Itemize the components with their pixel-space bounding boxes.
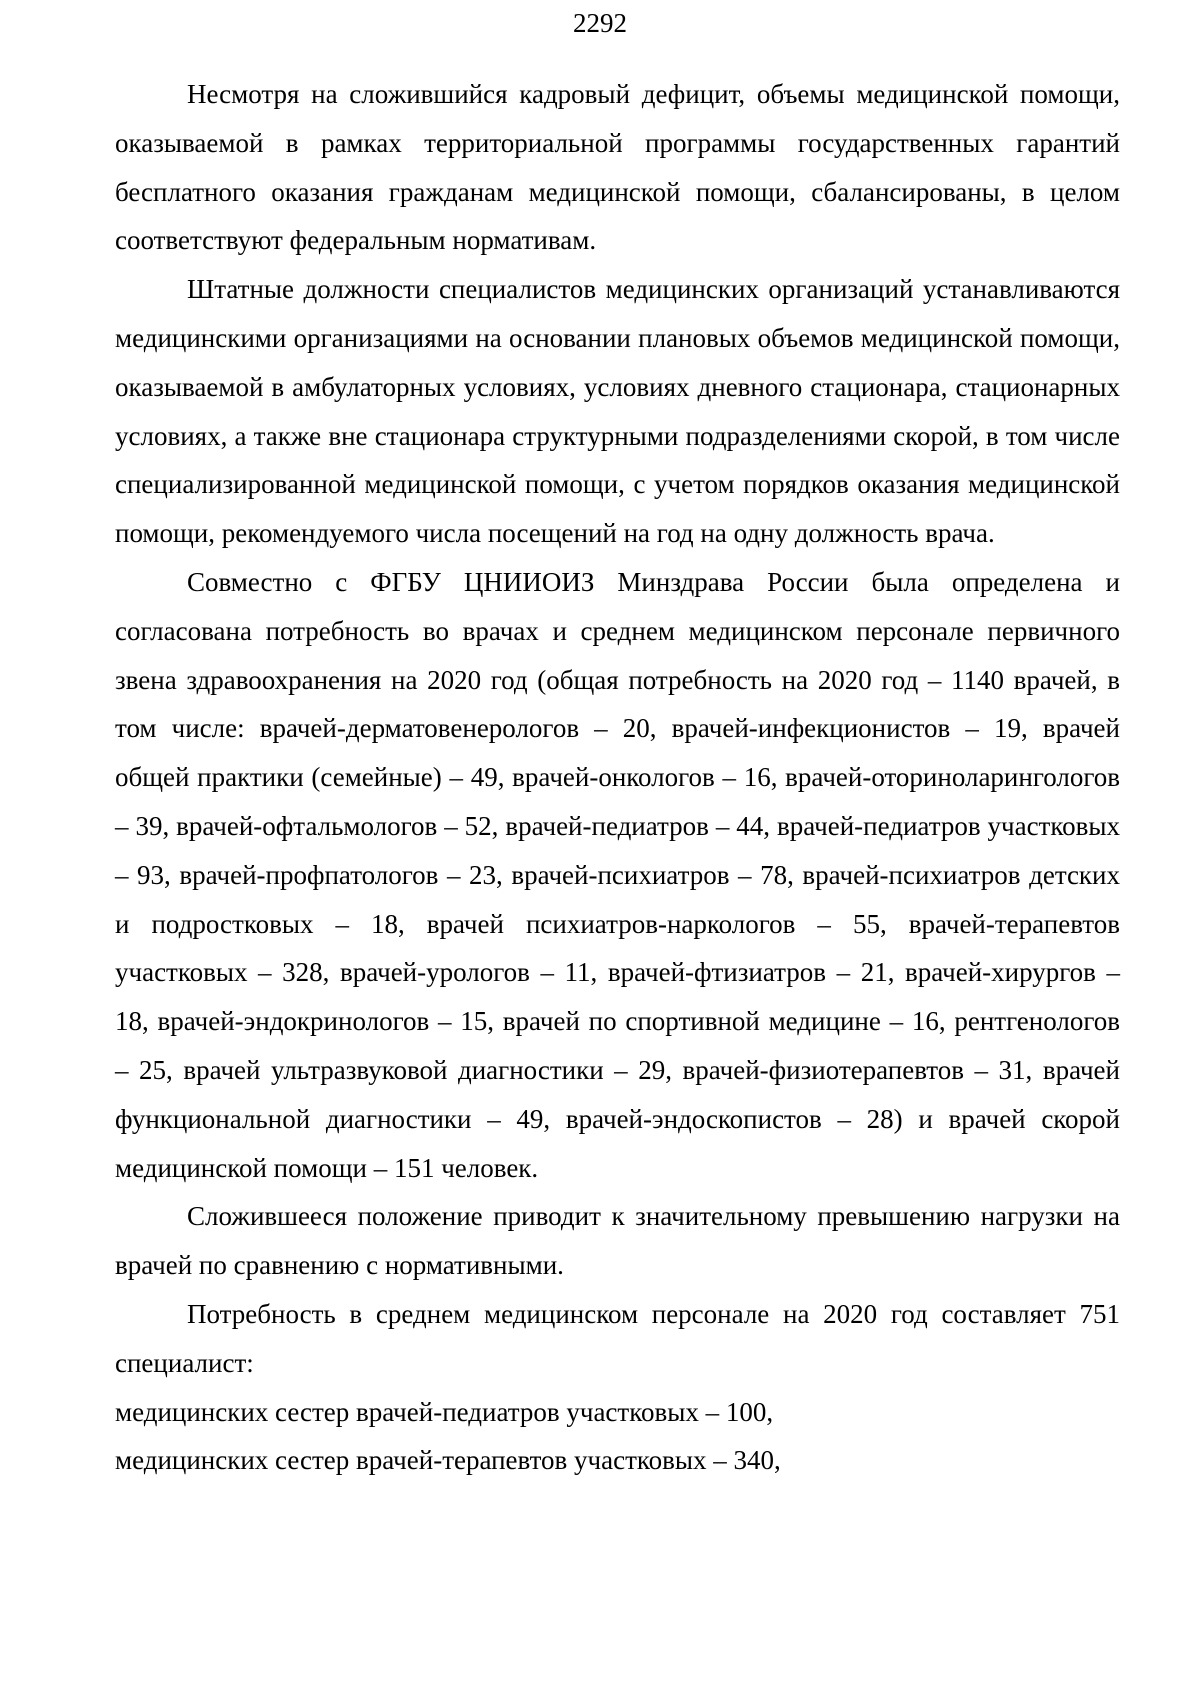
paragraph-nursing-demand: Потребность в среднем медицинском персонале на 2020 год составляет 751 специалист:: [115, 1298, 1120, 1378]
list-item-pediatric-nurses: медицинских сестер врачей-педиатров участковых – 100,: [115, 1396, 774, 1427]
document-body: [115, 70, 1120, 1485]
paragraph-staff-positions: Штатные должности специалистов медицинских организаций устанавливаются медицинскими организациями на основании плановых объемов медицинской помощи, оказываемой в амбулаторных условиях, условиях дневного стационара, стационарных условиях, а также вне стационара структурными подразделениями скорой, в том числе специализированной медицинской помощи, с учетом порядков оказания медицинской помощи, рекомендуемого числа посещений на год на одну должность врача.: [115, 274, 1120, 549]
page-number: 2292: [573, 8, 627, 38]
paragraph-workload: Сложившееся положение приводит к значительному превышению нагрузки на врачей по сравнению с нормативными.: [115, 1201, 1120, 1281]
paragraph-doctor-demand: Совместно с ФГБУ ЦНИИОИЗ Минздрава России была определена и согласована потребность во врачах и среднем медицинском персонале первичного звена здравоохранения на 2020 год (общая потребность на 2020 год – 1140 врачей, в том числе: врачей-дерматовенерологов – 20, врачей-инфекционистов – 19, врачей общей практики (семейные) – 49, врачей-онкологов – 16, врачей-оториноларингологов – 39, врачей-офтальмологов – 52, врачей-педиатров – 44, врачей-педиатров участковых – 93, врачей-профпатологов – 23, врачей-психиатров – 78, врачей-психиатров детских и подростковых – 18, врачей психиатров-наркологов – 55, врачей-терапевтов участковых – 328, врачей-урологов – 11, врачей-фтизиатров – 21, врачей-хирургов – 18, врачей-эндокринологов – 15, врачей по спортивной медицине – 16, рентгенологов – 25, врачей ультразвуковой диагностики – 29, врачей-физиотерапевтов – 31, врачей функциональной диагностики – 49, врачей-эндоскопистов – 28) и врачей скорой медицинской помощи – 151 человек.: [115, 566, 1120, 1183]
list-item-therapist-nurses: медицинских сестер врачей-терапевтов участковых – 340,: [115, 1445, 781, 1476]
paragraph-workforce-deficit: Несмотря на сложившийся кадровый дефицит, объемы медицинской помощи, оказываемой в рамках территориальной программы государственных гарантий бесплатного оказания гражданам медицинской помощи, сбалансированы, в целом соответствуют федеральным нормативам.: [115, 79, 1120, 256]
